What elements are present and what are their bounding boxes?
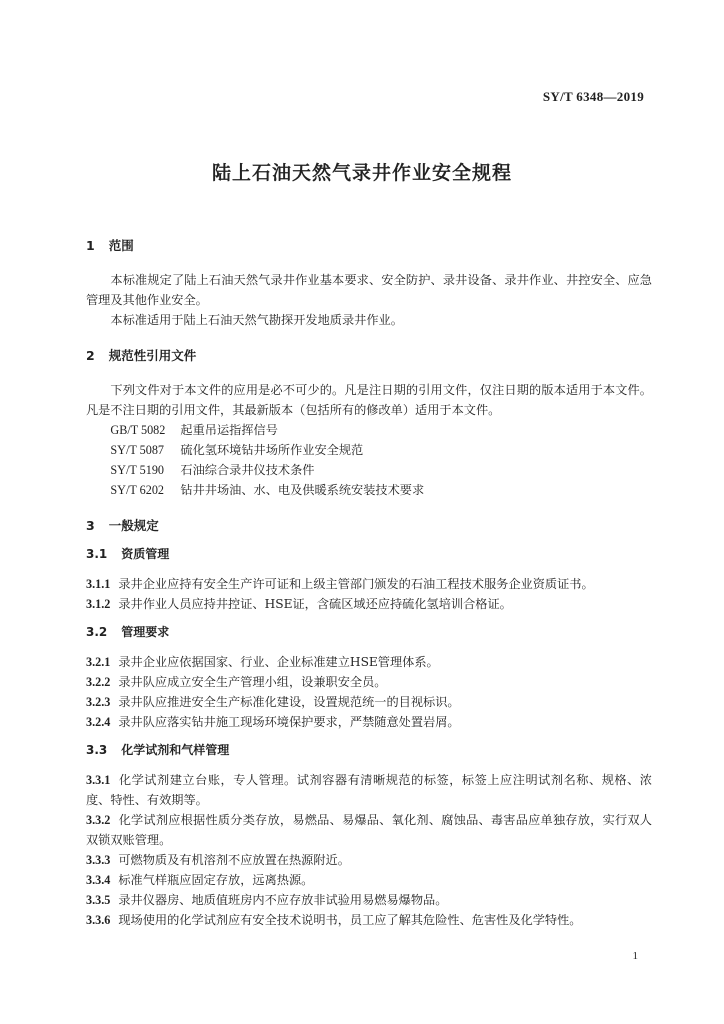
clause-number: 3.3.5 [86,893,111,907]
clause-text: 标准气样瓶应固定存放，远离热源。 [118,873,314,887]
section-title: 范围 [108,238,134,253]
standard-number: SY/T 6348—2019 [542,89,644,104]
reference-item [86,440,652,460]
clause-text: 录井队应落实钻井施工现场环境保护要求，严禁随意处置岩屑。 [118,715,460,729]
section-number: 1 [86,238,95,253]
subsection-title: 管理要求 [121,625,170,639]
clause-number: 3.1.2 [86,597,111,611]
clause-item [86,712,652,732]
clause-number: 3.3.2 [86,813,111,827]
clause-text: 录井仪器房、地质值班房内不应存放非试验用易燃易爆物品。 [118,893,448,907]
clause-item [86,574,652,594]
reference-name: 起重吊运指挥信号 [180,423,278,437]
reference-name: 钻井井场油、水、电及供暖系统安装技术要求 [180,483,425,497]
clause-text: 化学试剂应根据性质分类存放，易燃品、易爆品、氧化剂、腐蚀品、毒害品应单独存放，实行双人双锁双账管理。 [86,813,652,847]
subsection-number: 3.2 [86,625,108,639]
reference-item [86,480,652,500]
reference-code: SY/T 5087 [110,443,165,457]
clause-text: 录井队应成立安全生产管理小组，设兼职安全员。 [118,675,387,689]
page-number: 1 [632,950,638,962]
clause-text: 可燃物质及有机溶剂不应放置在热源附近。 [118,853,350,867]
section-title: 一般规定 [108,518,159,533]
clause-text: 录井企业应持有安全生产许可证和上级主管部门颁发的石油工程技术服务企业资质证书。 [118,577,594,591]
clause-number: 3.2.2 [86,675,111,689]
clause-text: 化学试剂建立台账，专人管理。试剂容器有清晰规范的标签，标签上应注明试剂名称、规格、浓度、特性、有效期等。 [86,773,652,807]
clause-number: 3.2.1 [86,655,111,669]
paragraph: 本标准规定了陆上石油天然气录井作业基本要求、安全防护、录井设备、录井作业、井控安全、应急管理及其他作业安全。 [86,273,652,307]
clause-item [86,692,652,712]
clause-item [86,770,652,810]
section-3-heading [86,516,652,536]
clause-number: 3.3.1 [86,773,111,787]
document-body [86,236,652,930]
reference-name: 硫化氢环境钻井场所作业安全规范 [180,443,364,457]
paragraph: 本标准适用于陆上石油天然气勘探开发地质录井作业。 [110,313,403,327]
reference-code: SY/T 6202 [110,483,165,497]
clause-item [86,594,652,614]
clause-number: 3.1.1 [86,577,111,591]
clause-text: 录井企业应依据国家、行业、企业标准建立HSE管理体系。 [118,655,439,669]
document-title: 陆上石油天然气录井作业安全规程 [211,162,512,184]
reference-name: 石油综合录井仪技术条件 [180,463,315,477]
section-title: 规范性引用文件 [108,348,197,363]
section-number: 2 [86,348,95,363]
clause-item [86,910,652,930]
clause-item [86,870,652,890]
reference-item [86,420,652,440]
reference-code: GB/T 5082 [110,423,166,437]
section-2-heading [86,346,652,366]
subsection-number: 3.1 [86,547,108,561]
clause-number: 3.3.3 [86,853,111,867]
clause-item [86,850,652,870]
clause-number: 3.3.6 [86,913,111,927]
clause-item [86,672,652,692]
reference-code: SY/T 5190 [110,463,165,477]
clause-text: 录井作业人员应持井控证、HSE证，含硫区域还应持硫化氢培训合格证。 [118,597,512,611]
section-1-heading [86,236,652,256]
clause-number: 3.3.4 [86,873,111,887]
clause-text: 现场使用的化学试剂应有安全技术说明书，员工应了解其危险性、危害性及化学特性。 [118,913,582,927]
reference-item [86,460,652,480]
paragraph: 下列文件对于本文件的应用是必不可少的。凡是注日期的引用文件，仅注日期的版本适用于本文件。凡是不注日期的引用文件，其最新版本（包括所有的修改单）适用于本文件。 [86,383,652,417]
clause-item [86,652,652,672]
clause-item [86,890,652,910]
clause-number: 3.2.4 [86,715,111,729]
subsection-title: 资质管理 [121,547,170,561]
subsection-3-2-heading [86,622,652,642]
clause-item [86,810,652,850]
subsection-number: 3.3 [86,743,108,757]
subsection-3-3-heading [86,740,652,760]
clause-text: 录井队应推进安全生产标准化建设，设置规范统一的目视标识。 [118,695,460,709]
subsection-title: 化学试剂和气样管理 [121,743,230,757]
section-number: 3 [86,518,95,533]
clause-number: 3.2.3 [86,695,111,709]
subsection-3-1-heading [86,544,652,564]
